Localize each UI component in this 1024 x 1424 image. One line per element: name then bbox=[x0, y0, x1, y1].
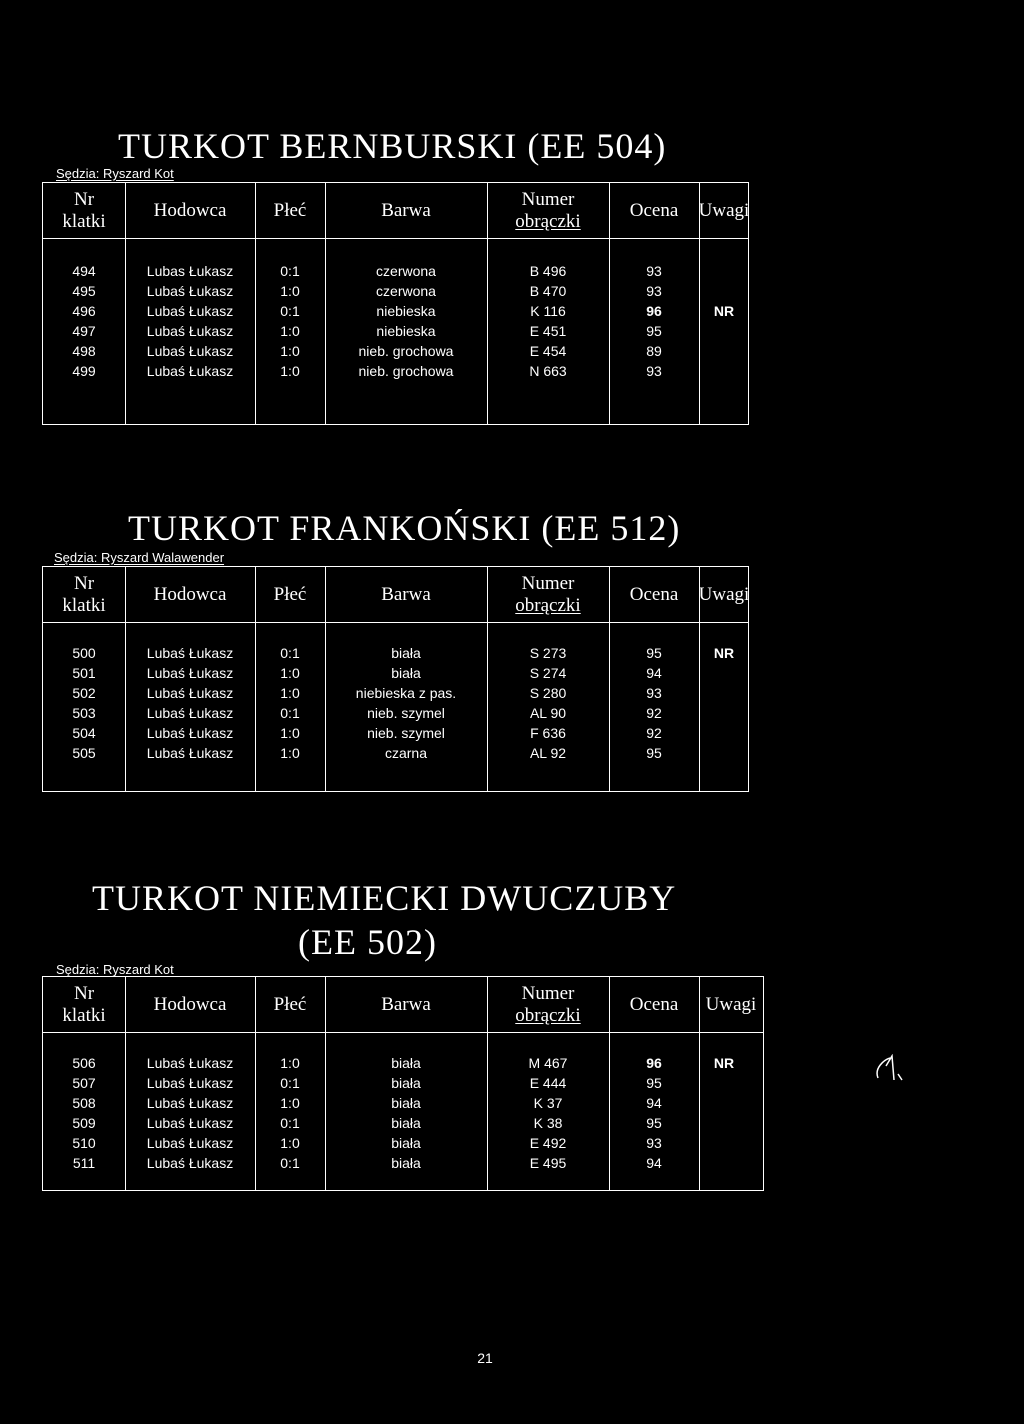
judge-name: Sędzia: Ryszard Kot bbox=[56, 166, 174, 181]
cell-nr: 506 bbox=[72, 1055, 96, 1071]
cell-hodowca: Lubaś Łukasz bbox=[146, 1115, 234, 1131]
table-row bbox=[43, 1053, 763, 1073]
cell-numer: M 467 bbox=[528, 1055, 568, 1071]
cell-uwagi: NR bbox=[713, 1055, 735, 1071]
cell-nr: 507 bbox=[72, 1075, 96, 1091]
cell-nr: 505 bbox=[72, 745, 96, 761]
header-ocena: Ocena bbox=[629, 199, 679, 221]
cell-ocena: 93 bbox=[646, 1135, 662, 1151]
header-nr-klatki: Nr klatki bbox=[62, 982, 106, 1026]
cell-barwa: czerwona bbox=[376, 283, 436, 299]
cell-uwagi bbox=[699, 1073, 749, 1093]
cell-nr: 497 bbox=[72, 323, 96, 339]
header-hodowca: Hodowca bbox=[153, 583, 227, 605]
judge-name: Sędzia: Ryszard Walawender bbox=[54, 550, 225, 565]
header-barwa: Barwa bbox=[381, 199, 431, 221]
cell-hodowca: Lubaś Łukasz bbox=[146, 745, 234, 761]
table-row bbox=[43, 281, 748, 301]
cell-uwagi bbox=[699, 341, 749, 361]
cell-nr: 496 bbox=[72, 303, 96, 319]
cell-numer: E 444 bbox=[529, 1075, 567, 1091]
table-row bbox=[43, 321, 748, 341]
cell-hodowca: Lubaś Łukasz bbox=[146, 705, 234, 721]
cell-barwa: nieb. szymel bbox=[367, 725, 445, 741]
cell-ocena: 95 bbox=[646, 323, 662, 339]
header-numer-obraczki: Numer obrączki bbox=[515, 188, 581, 232]
cell-hodowca: Lubaś Łukasz bbox=[146, 343, 234, 359]
cell-numer: E 495 bbox=[529, 1155, 567, 1171]
cell-ocena: 92 bbox=[646, 725, 662, 741]
section-title: TURKOT NIEMIECKI DWUCZUBY bbox=[92, 878, 677, 918]
cell-uwagi bbox=[699, 261, 749, 281]
cell-hodowca: Lubaś Łukasz bbox=[146, 283, 234, 299]
cell-plec: 0:1 bbox=[280, 645, 300, 661]
cell-uwagi bbox=[699, 321, 749, 341]
results-table bbox=[42, 976, 764, 1191]
cell-plec: 1:0 bbox=[280, 323, 300, 339]
cell-barwa: biała bbox=[391, 1075, 421, 1091]
cell-ocena: 94 bbox=[646, 665, 662, 681]
header-hodowca: Hodowca bbox=[153, 993, 227, 1015]
cell-uwagi bbox=[699, 723, 749, 743]
table-row bbox=[43, 261, 748, 281]
cell-hodowca: Lubaś Łukasz bbox=[146, 725, 234, 741]
cell-numer: E 454 bbox=[529, 343, 567, 359]
cell-hodowca: Lubaś Łukasz bbox=[146, 685, 234, 701]
cell-numer: E 451 bbox=[529, 323, 567, 339]
cell-numer: N 663 bbox=[529, 363, 567, 379]
cell-ocena: 96 bbox=[646, 1055, 662, 1071]
table-row bbox=[43, 301, 748, 321]
cell-nr: 495 bbox=[72, 283, 96, 299]
cell-numer: B 470 bbox=[529, 283, 567, 299]
cell-uwagi bbox=[699, 281, 749, 301]
cell-hodowca: Lubaś Łukasz bbox=[146, 323, 234, 339]
cell-ocena: 92 bbox=[646, 705, 662, 721]
cell-nr: 503 bbox=[72, 705, 96, 721]
cell-nr: 499 bbox=[72, 363, 96, 379]
results-table bbox=[42, 182, 749, 425]
table-row bbox=[43, 703, 748, 723]
cell-ocena: 93 bbox=[646, 685, 662, 701]
cell-barwa: biała bbox=[391, 1055, 421, 1071]
cell-uwagi: NR bbox=[713, 303, 735, 319]
cell-uwagi bbox=[699, 663, 749, 683]
cell-ocena: 94 bbox=[646, 1155, 662, 1171]
cell-ocena: 95 bbox=[646, 1115, 662, 1131]
cell-numer: K 37 bbox=[533, 1095, 563, 1111]
header-nr-klatki: Nr klatki bbox=[62, 572, 106, 616]
cell-barwa: biała bbox=[391, 1115, 421, 1131]
table-header bbox=[43, 567, 748, 623]
cell-nr: 511 bbox=[72, 1155, 96, 1171]
cell-plec: 0:1 bbox=[280, 705, 300, 721]
cell-numer: AL 92 bbox=[529, 745, 567, 761]
cell-plec: 1:0 bbox=[280, 1095, 300, 1111]
header-plec: Płeć bbox=[273, 583, 307, 605]
cell-nr: 501 bbox=[72, 665, 96, 681]
cell-uwagi bbox=[699, 1113, 749, 1133]
table-row bbox=[43, 1113, 763, 1133]
cell-hodowca: Lubaś Łukasz bbox=[146, 1095, 234, 1111]
cell-numer: AL 90 bbox=[529, 705, 567, 721]
table-row bbox=[43, 341, 748, 361]
cell-plec: 0:1 bbox=[280, 1155, 300, 1171]
table-row bbox=[43, 663, 748, 683]
cell-ocena: 89 bbox=[646, 343, 662, 359]
cell-hodowca: Lubas Łukasz bbox=[146, 263, 234, 279]
header-plec: Płeć bbox=[273, 993, 307, 1015]
table-row bbox=[43, 723, 748, 743]
header-uwagi: Uwagi bbox=[698, 199, 750, 221]
cell-hodowca: Lubaś Łukasz bbox=[146, 1075, 234, 1091]
cell-nr: 508 bbox=[72, 1095, 96, 1111]
cell-ocena: 93 bbox=[646, 363, 662, 379]
cell-nr: 500 bbox=[72, 645, 96, 661]
header-ocena: Ocena bbox=[629, 583, 679, 605]
cell-barwa: niebieska z pas. bbox=[355, 685, 457, 701]
cell-barwa: nieb. grochowa bbox=[358, 363, 454, 379]
cell-barwa: nieb. szymel bbox=[367, 705, 445, 721]
page-number: 21 bbox=[477, 1350, 493, 1366]
cell-barwa: nieb. grochowa bbox=[358, 343, 454, 359]
cell-uwagi bbox=[699, 683, 749, 703]
cell-plec: 0:1 bbox=[280, 303, 300, 319]
cell-plec: 1:0 bbox=[280, 1135, 300, 1151]
header-nr-klatki: Nr klatki bbox=[62, 188, 106, 232]
cell-ocena: 94 bbox=[646, 1095, 662, 1111]
table-row bbox=[43, 643, 748, 663]
table-header bbox=[43, 183, 748, 239]
header-plec: Płeć bbox=[273, 199, 307, 221]
cell-ocena: 95 bbox=[646, 745, 662, 761]
table-row bbox=[43, 683, 748, 703]
results-table bbox=[42, 566, 749, 792]
table-row bbox=[43, 743, 748, 763]
header-numer-obraczki: Numer obrączki bbox=[515, 982, 581, 1026]
cell-plec: 1:0 bbox=[280, 665, 300, 681]
header-barwa: Barwa bbox=[381, 993, 431, 1015]
cell-barwa: biała bbox=[391, 1135, 421, 1151]
cell-plec: 0:1 bbox=[280, 263, 300, 279]
table-row bbox=[43, 1153, 763, 1173]
cell-barwa: czerwona bbox=[376, 263, 436, 279]
cell-nr: 498 bbox=[72, 343, 96, 359]
table-header bbox=[43, 977, 763, 1033]
cell-nr: 504 bbox=[72, 725, 96, 741]
cell-numer: K 116 bbox=[530, 303, 566, 319]
cell-plec: 0:1 bbox=[280, 1075, 300, 1091]
header-uwagi: Uwagi bbox=[698, 583, 750, 605]
cell-numer: S 274 bbox=[529, 665, 567, 681]
cell-nr: 510 bbox=[72, 1135, 96, 1151]
cell-hodowca: Lubaś Łukasz bbox=[146, 645, 234, 661]
cell-uwagi bbox=[699, 1153, 749, 1173]
cell-barwa: biała bbox=[391, 1095, 421, 1111]
cell-plec: 1:0 bbox=[280, 1055, 300, 1071]
cell-uwagi bbox=[699, 743, 749, 763]
header-hodowca: Hodowca bbox=[153, 199, 227, 221]
cell-barwa: biała bbox=[391, 645, 421, 661]
cell-ocena: 93 bbox=[646, 283, 662, 299]
cell-numer: S 273 bbox=[529, 645, 567, 661]
cell-numer: S 280 bbox=[529, 685, 567, 701]
table-row bbox=[43, 1093, 763, 1113]
cell-plec: 1:0 bbox=[280, 745, 300, 761]
cell-numer: K 38 bbox=[533, 1115, 563, 1131]
cell-numer: B 496 bbox=[529, 263, 567, 279]
cell-plec: 1:0 bbox=[280, 363, 300, 379]
cell-uwagi bbox=[699, 1093, 749, 1113]
table-row bbox=[43, 1073, 763, 1093]
cell-numer: E 492 bbox=[529, 1135, 567, 1151]
cell-numer: F 636 bbox=[530, 725, 566, 741]
cell-nr: 509 bbox=[72, 1115, 96, 1131]
cell-plec: 1:0 bbox=[280, 685, 300, 701]
cell-hodowca: Lubaś Łukasz bbox=[146, 1155, 234, 1171]
header-ocena: Ocena bbox=[629, 993, 679, 1015]
cell-hodowca: Lubaś Łukasz bbox=[146, 1055, 234, 1071]
cell-ocena: 95 bbox=[646, 645, 662, 661]
table-row bbox=[43, 1133, 763, 1153]
judge-name: Sędzia: Ryszard Kot bbox=[56, 962, 174, 977]
cell-hodowca: Lubaś Łukasz bbox=[146, 1135, 234, 1151]
header-numer-obraczki: Numer obrączki bbox=[515, 572, 581, 616]
cell-barwa: biała bbox=[391, 1155, 421, 1171]
cell-plec: 1:0 bbox=[280, 725, 300, 741]
cell-barwa: niebieska bbox=[376, 303, 436, 319]
cell-nr: 502 bbox=[72, 685, 96, 701]
cell-uwagi bbox=[699, 361, 749, 381]
cell-hodowca: Lubaś Łukasz bbox=[146, 665, 234, 681]
header-uwagi: Uwagi bbox=[705, 993, 757, 1015]
cell-uwagi bbox=[699, 1133, 749, 1153]
cell-barwa: biała bbox=[391, 665, 421, 681]
cell-plec: 1:0 bbox=[280, 283, 300, 299]
cell-barwa: niebieska bbox=[376, 323, 436, 339]
handwritten-mark bbox=[872, 1054, 906, 1084]
section-title-line2: (EE 502) bbox=[298, 922, 437, 962]
cell-ocena: 96 bbox=[646, 303, 662, 319]
cell-ocena: 93 bbox=[646, 263, 662, 279]
header-barwa: Barwa bbox=[381, 583, 431, 605]
cell-plec: 1:0 bbox=[280, 343, 300, 359]
cell-barwa: czarna bbox=[384, 745, 428, 761]
cell-ocena: 95 bbox=[646, 1075, 662, 1091]
cell-hodowca: Lubaś Łukasz bbox=[146, 303, 234, 319]
section-title: TURKOT FRANKOŃSKI (EE 512) bbox=[128, 508, 681, 548]
cell-uwagi: NR bbox=[713, 645, 735, 661]
cell-nr: 494 bbox=[72, 263, 96, 279]
section-title: TURKOT BERNBURSKI (EE 504) bbox=[118, 126, 667, 166]
cell-uwagi bbox=[699, 703, 749, 723]
cell-plec: 0:1 bbox=[280, 1115, 300, 1131]
cell-hodowca: Lubaś Łukasz bbox=[146, 363, 234, 379]
table-row bbox=[43, 361, 748, 381]
